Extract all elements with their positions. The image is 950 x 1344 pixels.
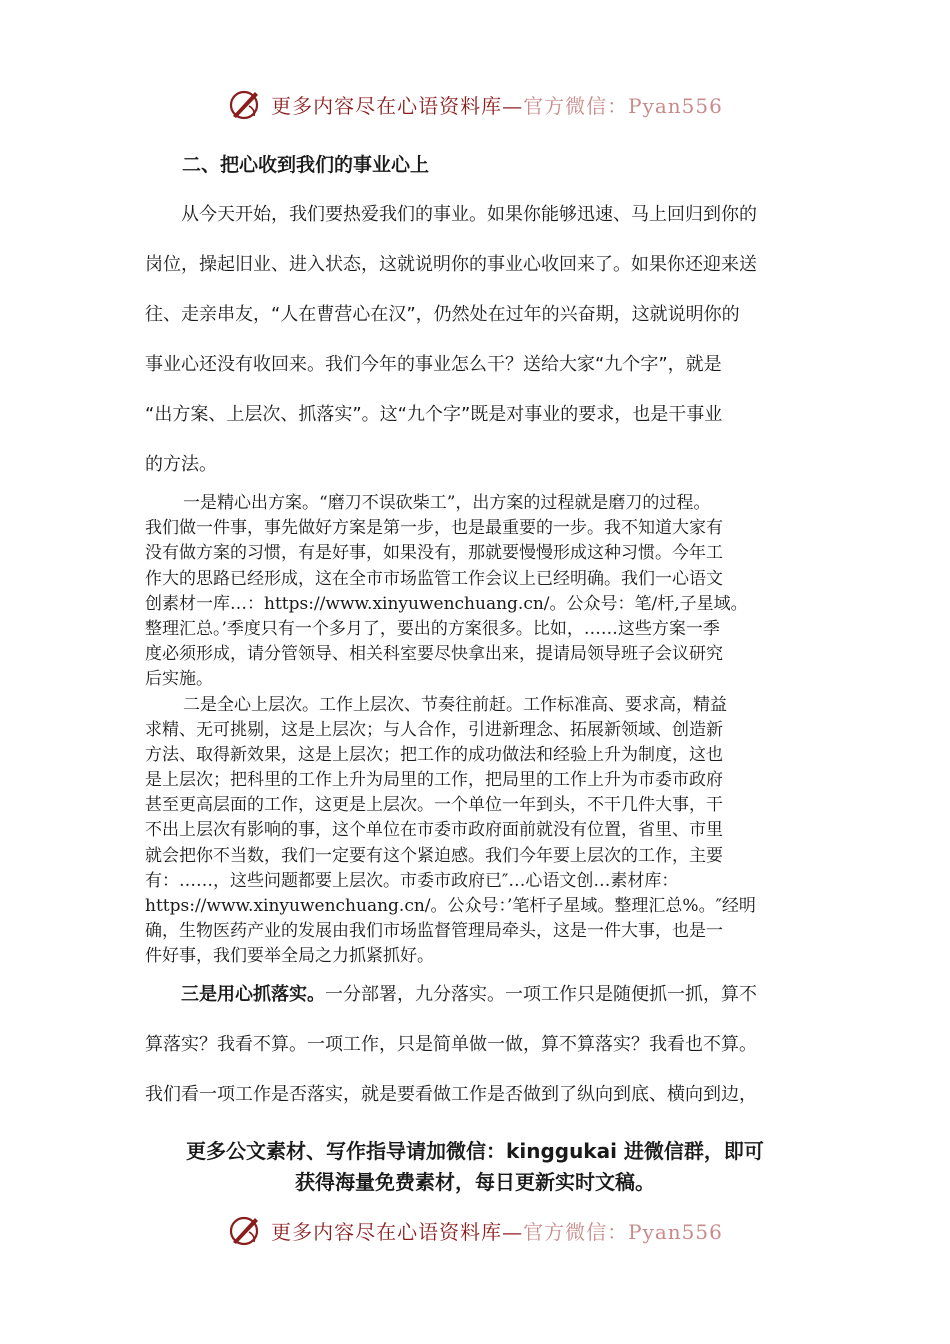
- promo-line: 更多公文素材、写作指导请加微信：kinggukai 进微信群，即可: [186, 1139, 764, 1163]
- text-line: 创素材一库…：https://www.xinyuwenchuang.cn/。公众号：笔/杆,子星域。: [145, 593, 748, 614]
- text-line: https://www.xinyuwenchuang.cn/。公众号：’笔杆子星域。整理汇总%。″经明: [145, 896, 756, 916]
- promo-line: 获得海量免费素材，每日更新实时文稿。: [295, 1170, 655, 1194]
- text-line: 后实施。: [145, 669, 213, 690]
- text-line: 算落实？我看不算。一项工作，只是简单做一做，算不算落实？我看也不算。: [145, 1034, 757, 1055]
- promo-notice: [100, 1136, 850, 1198]
- text-line: 作大的思路已经形成，这在全市市场监管工作会议上已经明确。我们一心语文: [145, 568, 723, 589]
- text-line: 没有做方案的习惯，有是好事，如果没有，那就要慢慢形成这种习惯。今年工: [145, 543, 723, 564]
- text-line: 方法、取得新效果，这是上层次；把工作的成功做法和经验上升为制度，这也: [145, 744, 723, 765]
- text-line: 就会把你不当数，我们一定要有这个紧迫感。我们今年要上层次的工作，主要: [145, 845, 723, 866]
- text-line: 往、走亲串友，“人在曹营心在汉”，仍然处在过年的兴奋期，这就说明你的: [145, 304, 740, 325]
- paragraph-3: [145, 980, 807, 1130]
- pen-logo-icon: [227, 86, 263, 122]
- text-line: 整理汇总。’季度只有一个多月了，要出的方案很多。比如，……这些方案一季: [145, 618, 720, 639]
- banner-text: 更多内容尽在心语资料库—官方微信：Pyan556: [271, 1219, 723, 1244]
- text-line: 有：……，这些问题都要上层次。市委市政府已″…心语文创…素材库：: [145, 870, 679, 891]
- text-line: 三是用心抓落实。一分部署，九分落实。一项工作只是随便抓一抓，算不: [181, 984, 757, 1005]
- text-line: 不出上层次有影响的事，这个单位在市委市政府面前就没有位置，省里、市里: [145, 820, 723, 841]
- text-line: 从今天开始，我们要热爱我们的事业。如果你能够迅速、马上回归到你的: [181, 204, 757, 225]
- text-line: 件好事，我们要举全局之力抓紧抓好。: [145, 946, 434, 967]
- text-line: 度必须形成，请分管领导、相关科室要尽快拿出来，提请局领导班子会议研究: [145, 644, 723, 665]
- text-line: 是上层次；把科里的工作上升为局里的工作，把局里的工作上升为市委市政府: [145, 770, 723, 791]
- text-line: 的方法。: [145, 454, 217, 475]
- text-line: 求精、无可挑剔，这是上层次；与人合作，引进新理念、拓展新领域、创造新: [145, 719, 723, 740]
- paragraph-lead: 三是用心抓落实。: [181, 984, 325, 1005]
- watermark-banner-top: [0, 84, 950, 124]
- paragraph-1: [145, 200, 807, 500]
- banner-text: 更多内容尽在心语资料库—官方微信：Pyan556: [271, 93, 723, 118]
- pen-logo-icon: [227, 1212, 263, 1248]
- text-line: 我们看一项工作是否落实，就是要看做工作是否做到了纵向到底、横向到边，: [145, 1084, 757, 1105]
- section-heading: 二、把心收到我们的事业心上: [182, 154, 430, 176]
- serif-paragraphs: [145, 491, 807, 970]
- text-line: 我们做一件事，事先做好方案是第一步，也是最重要的一步。我不知道大家有: [145, 518, 723, 539]
- text-line: 二是全心上层次。工作上层次、节奏往前赶。工作标准高、要求高，精益: [183, 694, 727, 715]
- text-line: “出方案、上层次、抓落实”。这“九个字”既是对事业的要求，也是干事业: [145, 404, 723, 425]
- text-line: 一是精心出方案。“磨刀不误砍柴工”，出方案的过程就是磨刀的过程。: [183, 493, 711, 513]
- watermark-banner-bottom: [0, 1210, 950, 1250]
- text-line: 事业心还没有收回来。我们今年的事业怎么干？送给大家“九个字”，就是: [145, 354, 722, 375]
- text-line: 确，生物医药产业的发展由我们市场监督管理局牵头，这是一件大事，也是一: [145, 921, 723, 942]
- text-line: 岗位，操起旧业、进入状态，这就说明你的事业心收回来了。如果你还迎来送: [145, 254, 757, 275]
- text-line: 甚至更高层面的工作，这更是上层次。一个单位一年到头，不干几件大事，干: [145, 795, 723, 816]
